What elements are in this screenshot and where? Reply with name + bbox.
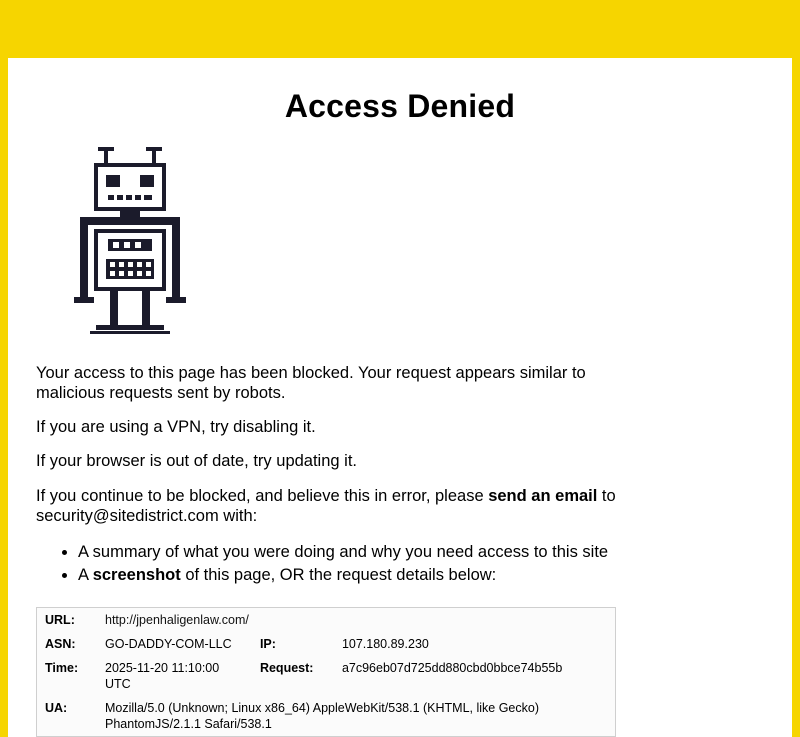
ip-value: 107.180.89.230 [341,637,429,651]
request-value: a7c96eb07d725dd880cbd0bbce74b55b [341,661,563,675]
browser-message: If your browser is out of date, try updating it. [36,452,357,471]
table-row [37,608,616,633]
requirements-list [36,542,636,585]
time-value: 2025-11-20 11:10:00 UTC [105,661,220,691]
url-label: URL: [45,613,75,627]
robot-icon [68,147,208,337]
table-row [37,632,616,656]
list-item-screenshot [78,565,636,585]
access-denied-panel [8,58,792,737]
robot-illustration [68,147,208,337]
asn-label: ASN: [45,637,76,651]
ip-label: IP: [259,637,276,651]
message-content [36,363,636,585]
page-title: Access Denied [284,88,516,124]
blocked-message: Your access to this page has been blocked. Your request appears similar to malicious requests sent by robots. [36,364,586,403]
contact-email: security@sitedistrict.com with: [36,506,258,525]
request-label: Request: [259,661,314,675]
request-details-table [36,607,616,737]
send-email-link[interactable]: send an email [488,486,598,505]
table-row [37,656,616,696]
contact-to: to [597,486,616,505]
table-row [37,696,616,737]
url-value: http://jpenhaligenlaw.com/ [105,613,249,627]
screenshot-prefix: A [78,565,93,584]
ua-value: Mozilla/5.0 (Unknown; Linux x86_64) AppleWebKit/538.1 (KHTML, like Gecko) PhantomJS/2.1.1 Safari/538.1 [105,701,540,731]
contact-message [36,486,636,506]
screenshot-suffix: of this page, OR the request details below: [180,565,497,584]
screenshot-bold: screenshot [92,565,181,584]
ua-label: UA: [45,701,68,715]
asn-value: GO-DADDY-COM-LLC [105,637,232,651]
list-item-summary: • A summary of what you were doing and why you need access to this site [78,542,636,562]
time-label: Time: [45,661,79,675]
vpn-message: If you are using a VPN, try disabling it. [36,418,316,437]
contact-prefix: If you continue to be blocked, and believe this in error, please [36,486,489,505]
